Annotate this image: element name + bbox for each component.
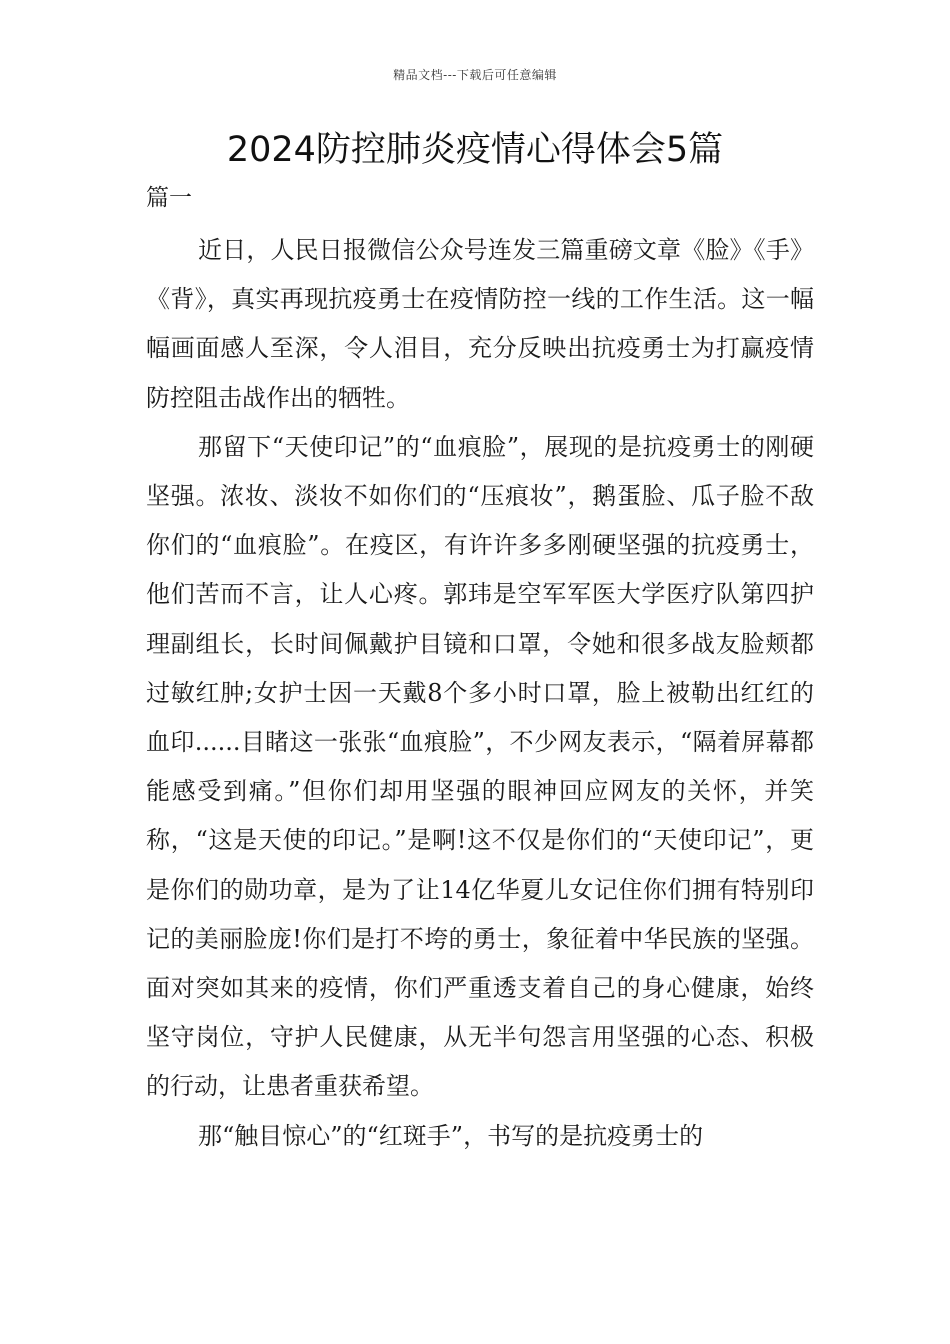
page-header-note: 精品文档---下载后可任意编辑 bbox=[393, 68, 557, 82]
document-body bbox=[146, 226, 814, 1161]
paragraph-3: 那“触目惊心”的“红斑手”，书写的是抗疫勇士的 bbox=[198, 1121, 704, 1150]
paragraph-2: 那留下“天使印记”的“血痕脸”，展现的是抗疫勇士的刚硬坚强。浓妆、淡妆不如你们的“压痕妆”，鹅蛋脸、瓜子脸不敌你们的“血痕脸”。在疫区，有许许多多刚硬坚强的抗疫勇士，他们苦而不言，让人心疼。郭玮是空军军医大学医疗队第四护理副组长，长时间佩戴护目镜和口罩，令她和很多战友脸颊都过敏红肿;女护士因一天戴8个多小时口罩，脸上被勒出红红的血印......目睹这一张张“血痕脸”，不少网友表示，“隔着屏幕都能感受到痛。”但你们却用坚强的眼神回应网友的关怀，并笑称，“这是天使的印记。”是啊!这不仅是你们的“天使印记”，更是你们的勋功章，是为了让14亿华夏儿女记住你们拥有特别印记的美丽脸庞!你们是打不垮的勇士，象征着中华民族的坚强。面对突如其来的疫情，你们严重透支着自己的身心健康，始终坚守岗位，守护人民健康，从无半句怨言用坚强的心态、积极的行动，让患者重获希望。 bbox=[146, 432, 814, 1101]
paragraph-1: 近日，人民日报微信公众号连发三篇重磅文章《脸》《手》《背》，真实再现抗疫勇士在疫情防控一线的工作生活。这一幅幅画面感人至深，令人泪目，充分反映出抗疫勇士为打赢疫情防控阻击战作出的牺牲。 bbox=[146, 236, 814, 412]
document-title: 2024防控肺炎疫情心得体会5篇 bbox=[226, 130, 724, 170]
section-label: 篇一 bbox=[146, 185, 192, 211]
